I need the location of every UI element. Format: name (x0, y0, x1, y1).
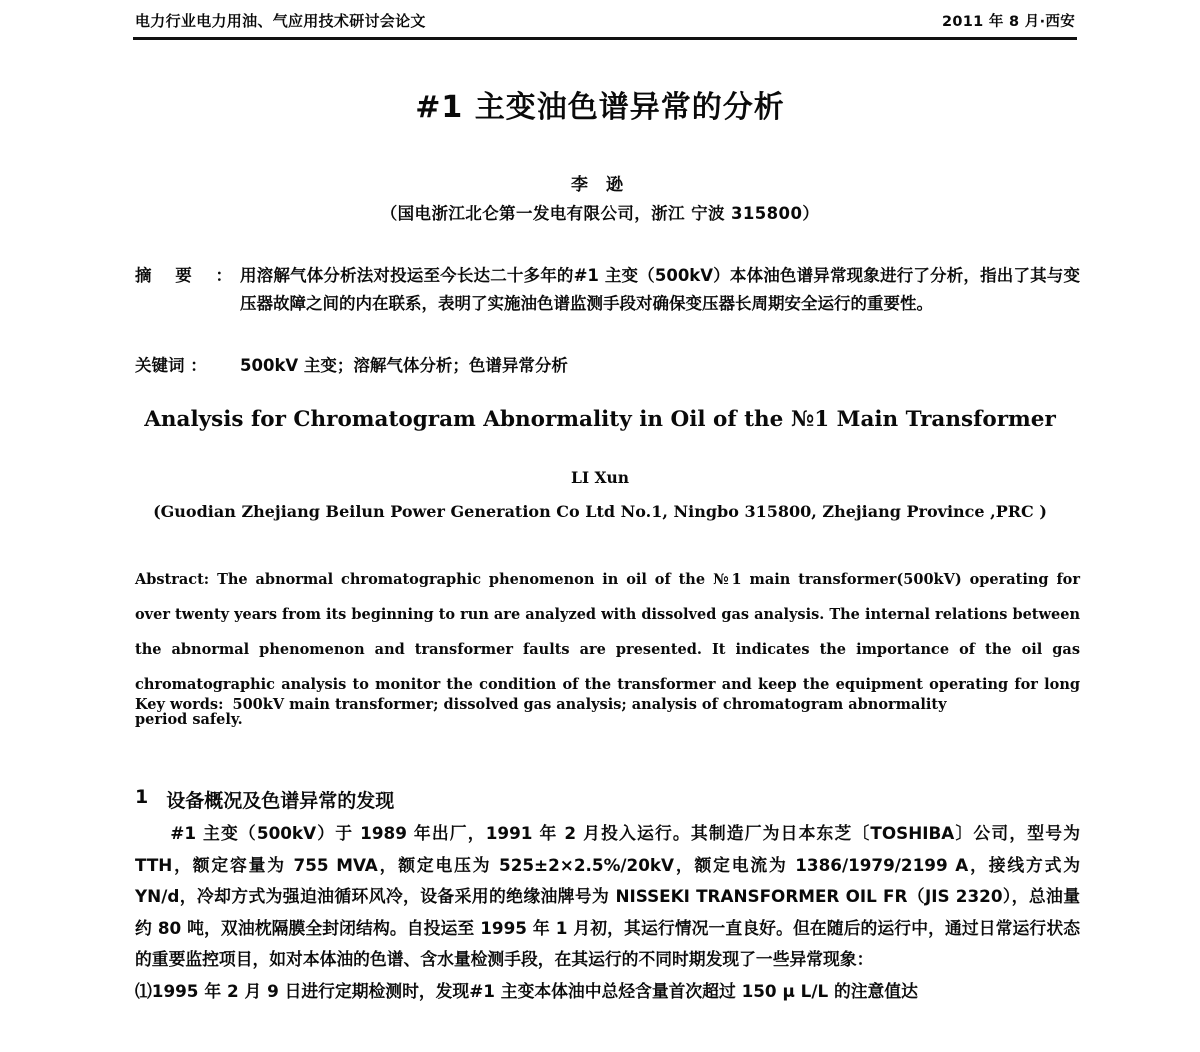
keywords-cn-text: 500kV 主变；溶解气体分析；色谱异常分析 (240, 356, 568, 375)
running-header (135, 10, 1075, 31)
abstract-en-label: Abstract: (135, 571, 210, 588)
abstract-cn-label: 摘 要 ： (135, 266, 241, 285)
abstract-en-text: The abnormal chromatographic phenomenon in oil of the №1 main transformer(500kV) operating for over twenty years from its beginning to run are analyzed with dissolved gas analysis. The internal relations between the abnormal phenomenon and transformer faults are presented. It indicates the importance of the oil gas chromatographic analysis to monitor the condition of the transformer and keep the equipment operating for long period safely. (135, 571, 1080, 728)
author-name-cn: 李 逊 (571, 175, 629, 195)
header-rule (133, 37, 1077, 40)
section-1-paragraph-1: #1 主变（500kV）于 1989 年出厂，1991 年 2 月投入运行。其制造厂为日本东芝〔TOSHIBA〕公司，型号为 TTH，额定容量为 755 MVA，额定电压为 525±2×2.5%/20kV，额定电流为 1386/1979/2199 A，接线方式为 YN/d，冷却方式为强迫油循环风冷，设备采用的绝缘油牌号为 NISSEKI TRANSFORMER OIL FR（JIS 2320），总油量约 80 吨，双油枕隔膜全封闭结构。自投运至 1995 年 1 月初，其运行情况一直良好。但在随后的运行中，通过日常运行状态的重要监控项目，如对本体油的色谱、含水量检测手段，在其运行的不同时期发现了一些异常现象： (135, 823, 1080, 969)
running-header-right-text: 2011 年 8 月·西安 (942, 14, 1075, 30)
abstract-cn (135, 262, 1080, 318)
author-affiliation-en: (Guodian Zhejiang Beilun Power Generation Co Ltd No.1, Ningbo 315800, Zhejiang Province ,PRC ) (153, 502, 1047, 521)
section-1-body (135, 818, 1080, 1007)
running-header-left-text: 电力行业电力用油、气应用技术研讨会论文 (135, 12, 426, 30)
keywords-en (135, 696, 1080, 713)
keywords-cn (135, 352, 1080, 376)
section-1-title: 设备概况及色谱异常的发现 (166, 790, 395, 812)
keywords-en-label: Key words: (135, 696, 224, 713)
keywords-cn-label: 关键词 ： (135, 356, 207, 375)
page-bottom-clip (0, 1046, 1200, 1052)
author-name-en: LI Xun (570, 468, 630, 487)
section-1-list-item-1: ⑴1995 年 2 月 9 日进行定期检测时，发现#1 主变本体油中总烃含量首次超过 150 μ L/L 的注意值达 (135, 980, 918, 1001)
keywords-en-text: 500kV main transformer; dissolved gas analysis; analysis of chromatogram abnormality (232, 696, 947, 713)
abstract-cn-text: 用溶解气体分析法对投运至今长达二十多年的#1 主变（500kV）本体油色谱异常现象进行了分析，指出了其与变压器故障之间的内在联系，表明了实施油色谱监测手段对确保变压器长周期安全运行的重要性。 (240, 266, 1080, 313)
section-1-heading (135, 786, 1080, 813)
page-title-en: Analysis for Chromatogram Abnormality in Oil of the №1 Main Transformer (144, 407, 1056, 432)
page-title: #1 主变油色谱异常的分析 (415, 90, 785, 125)
section-1-number: 1 (135, 786, 149, 808)
author-affiliation-cn: （国电浙江北仑第一发电有限公司，浙江 宁波 315800） (380, 204, 820, 223)
